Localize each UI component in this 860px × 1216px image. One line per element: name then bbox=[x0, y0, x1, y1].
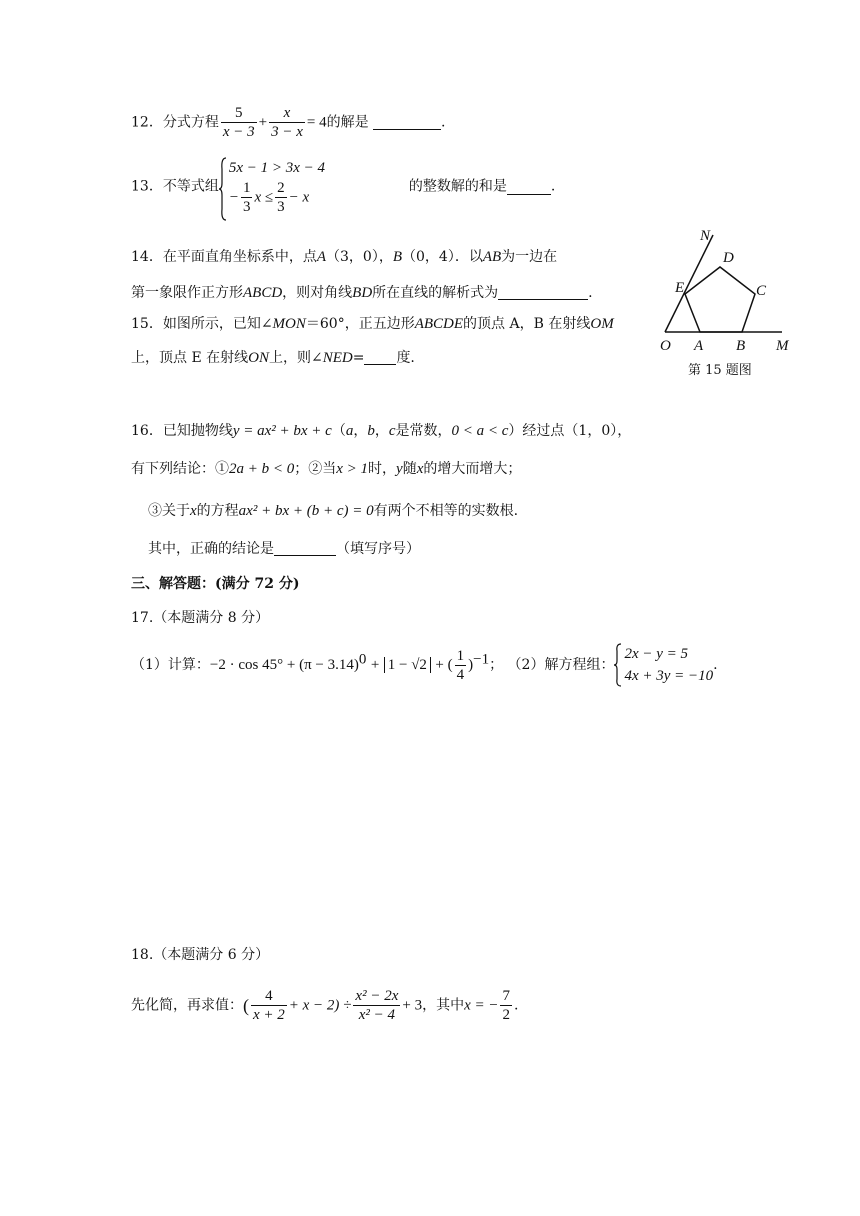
question-15-line-2: 上，顶点 E 在射线ON上，则∠NED= 度. bbox=[131, 350, 415, 366]
question-16-line-1: 16．已知抛物线y = ax² + bx + c（a，b，c是常数，0 < a < c）经过点（1，0）， bbox=[131, 423, 632, 439]
q12-fraction-2: $\frac{x}{3 - x}$ bbox=[271, 105, 303, 140]
question-16-line-3: ③关于x的方程ax² + bx + (b + c) = 0有两个不相等的实数根. bbox=[148, 503, 519, 519]
pentagon-figure-icon bbox=[656, 222, 796, 382]
q14-answer-blank[interactable] bbox=[498, 284, 588, 300]
q12-answer-blank[interactable] bbox=[373, 114, 441, 130]
question-14-line-2: 第一象限作正方形ABCD，则对角线BD所在直线的解析式为 . bbox=[131, 285, 593, 301]
question-16-line-4: 其中，正确的结论是 （填写序号） bbox=[148, 541, 420, 557]
figure-label-d: D bbox=[723, 250, 734, 266]
figure-label-m: M bbox=[776, 338, 789, 354]
figure-label-b: B bbox=[736, 338, 746, 354]
question-14-line-1: 14．在平面直角坐标系中，点A（3，0），B（0，4）．以AB为一边在 bbox=[131, 249, 558, 265]
q13-inequality-system: 5x − 1 > 3x − 4 − $\frac{1}{3}$ x ≤ $\frac{2}{3}$ − x bbox=[219, 157, 409, 216]
left-brace-icon bbox=[219, 157, 227, 221]
figure-15 bbox=[656, 222, 796, 382]
question-15-line-1: 15．如图所示，已知∠MON＝60°，正五边形ABCDE的顶点 A，B 在射线OM bbox=[131, 316, 614, 332]
q17-equation-system: 2x − y = 5 4x + 3y = −10 bbox=[614, 643, 713, 687]
q15-answer-blank[interactable] bbox=[364, 349, 396, 365]
q12-fraction-1: $\frac{5}{x - 3}$ bbox=[222, 105, 255, 140]
figure-caption: 第 15 题图 bbox=[688, 363, 752, 378]
question-17-header: 17.（本题满分 8 分） bbox=[131, 610, 270, 626]
question-18-header: 18.（本题满分 6 分） bbox=[131, 947, 270, 963]
q17-absolute-value: 1 − √2 bbox=[384, 657, 431, 673]
section-3-heading: 三、解答题：(满分 72 分) bbox=[131, 576, 300, 592]
question-16-line-2: 有下列结论：①2a + b < 0；②当x > 1时，y随x的增大而增大； bbox=[131, 461, 522, 477]
figure-label-e: E bbox=[675, 280, 685, 296]
q13-answer-blank[interactable] bbox=[507, 179, 551, 195]
question-12: 12．分式方程 $\frac{5}{x - 3}$ + $\frac{x}{3 - x}$ = 4的解是 . bbox=[131, 105, 446, 140]
figure-label-n: N bbox=[700, 228, 711, 244]
question-13: 13．不等式组 5x − 1 > 3x − 4 − $\frac{1}{3}$ x ≤ $\frac{2}{3}$ − x 的整数解的和是 . bbox=[131, 157, 555, 216]
figure-label-c: C bbox=[756, 283, 767, 299]
q12-lead: 12．分式方程 bbox=[131, 114, 219, 131]
left-brace-icon bbox=[614, 643, 622, 687]
question-18-body: 先化简，再求值：( $\frac{4}{x + 2}$ + x − 2) ÷ $\frac{\text{x² − 2x}}{\text{x² − 4}}$ + 3，其中x = − $\frac{7}{2}$ . bbox=[131, 988, 519, 1023]
figure-label-o: O bbox=[660, 338, 671, 354]
q16-answer-blank[interactable] bbox=[274, 540, 336, 556]
figure-label-a: A bbox=[694, 338, 704, 354]
question-17-body: （1）计算：$-2 \cdot \cos 45^\circ + (\pi - 3.14)^0 + 1 - √2$ + ( $\frac{1}{4}$ )$^{-1}$； （2）解方程组： 2x − y = 5 4x + 3y = −10 . bbox=[131, 643, 718, 687]
